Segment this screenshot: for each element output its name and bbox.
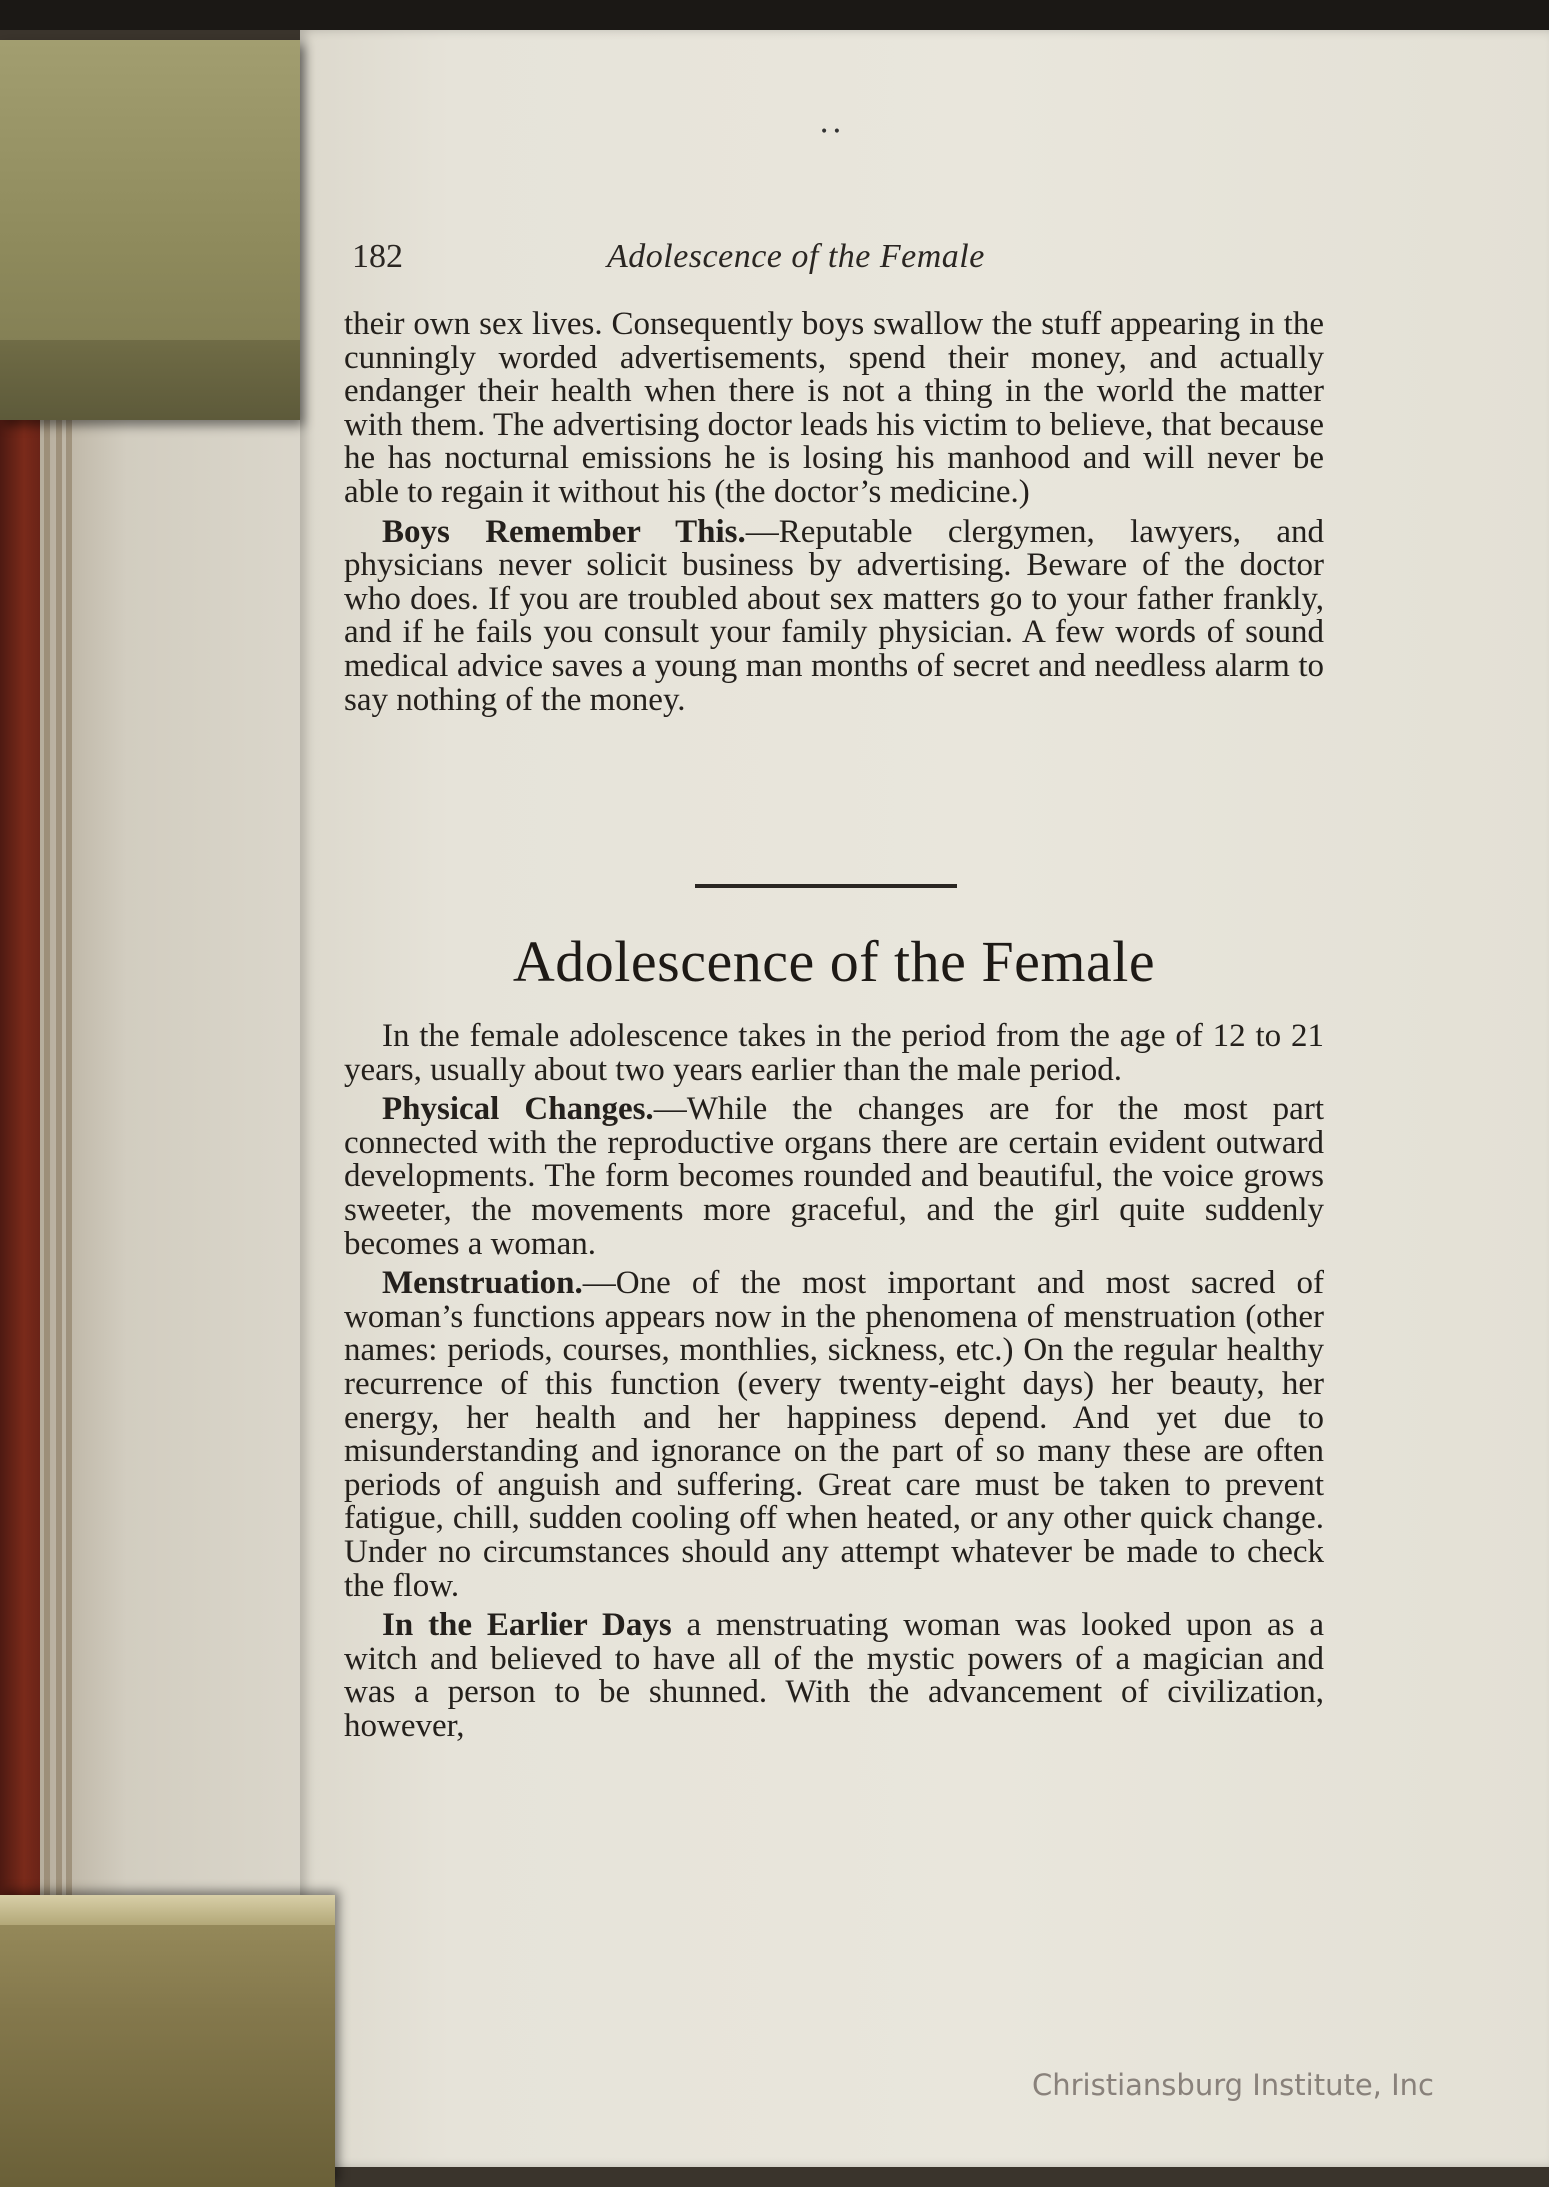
paragraph-lead: Boys Remember This. (382, 513, 746, 550)
paragraph (344, 1093, 1324, 1261)
page-number: 182 (352, 238, 403, 275)
text-block-top (344, 308, 1324, 723)
ink-specks: • • (820, 124, 841, 140)
paragraph (344, 513, 1324, 718)
cover-flap-bottom (0, 1895, 335, 2187)
paragraph-text: In the female adolescence takes in the period from the age of 12 to 21 years, usually about two years earlier than the male period. (344, 1018, 1324, 1088)
cover-flap-bottom-edge (0, 1895, 335, 1925)
cover-flap-top-edge (0, 340, 300, 420)
paragraph-lead: Menstruation. (382, 1265, 583, 1302)
text-block-bottom (344, 1020, 1324, 1749)
page-stack-line (66, 360, 72, 1920)
paragraph-text: their own sex lives. Consequently boys swallow the stuff appearing in the cunningly worded advertisements, spend their money, and actually endanger their health when there is not a thing in the world the matter with them. The advertising doctor leads his victim to believe, that because he has nocturnal emissions he is losing his manhood and will never be able to regain it without his (the doctor’s medicine.) (344, 306, 1324, 510)
underlying-pages (40, 330, 330, 1950)
running-head (352, 238, 1052, 288)
book-spine-edge (0, 330, 40, 1950)
paragraph-text: —One of the most important and most sacred of woman’s functions appears now in the phenomena of menstruation (other names: periods, courses, monthlies, sickness, etc.) On the regular healthy recurrence of this function (every twenty-eight days) her beauty, her energy, her health and her happiness depend. And yet due to misunderstanding and ignorance on the part of so many these are often periods of anguish and suffering. Great care must be taken to prevent fatigue, chill, sudden cooling off when heated, or any other quick change. Under no circumstances should any attempt whatever be made to check the flow. (344, 1265, 1324, 1604)
running-title: Adolescence of the Female (607, 238, 985, 275)
paragraph (344, 308, 1324, 510)
paragraph (344, 1020, 1324, 1087)
section-title: Adolescence of the Female (512, 929, 1156, 994)
section-divider (695, 884, 957, 888)
paragraph-text: —While the changes are for the most part connected with the reproductive organs there are certain evident outward developments. The form becomes rounded and beautiful, the voice grows sweeter, the movements more graceful, and the girl quite suddenly becomes a woman. (344, 1091, 1324, 1262)
background-dark-edge (0, 0, 1549, 30)
page-stack-line (44, 360, 50, 1920)
paragraph (344, 1267, 1324, 1603)
paragraph-text: —Reputable clergymen, lawyers, and physicians never solicit business by advertising. Beware of the doctor who does. If you are troubled about sex matters go to your father frankly, and if he fails you consult your family physician. A few words of sound medical advice saves a young man months of secret and needless alarm to say nothing of the money. (344, 513, 1324, 718)
paragraph-lead: In the Earlier Days (382, 1607, 672, 1644)
paragraph (344, 1609, 1324, 1743)
page-stack-line (56, 360, 62, 1920)
watermark: Christiansburg Institute, Inc (1032, 2068, 1434, 2102)
paragraph-lead: Physical Changes. (382, 1091, 654, 1128)
paragraph-text: a menstruating woman was looked upon as a witch and believed to have all of the mystic powers of a magician and was a person to be shunned. With the advancement of civilization, however, (344, 1607, 1324, 1744)
